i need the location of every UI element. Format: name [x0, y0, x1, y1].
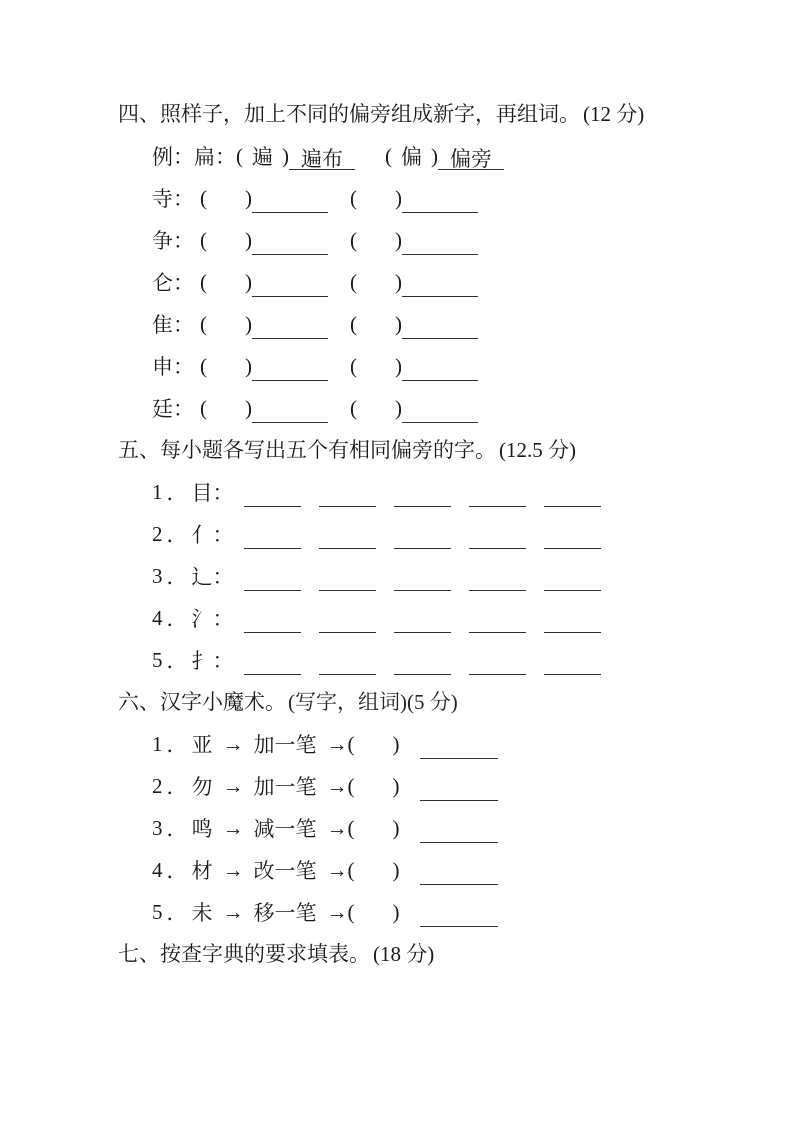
- base-char: 争: [152, 229, 173, 253]
- section-title-text: 四、照样子，加上不同的偏旁组成新字，再组词。: [118, 102, 580, 126]
- example-line: [152, 135, 763, 177]
- colon: ：: [173, 313, 194, 337]
- compose-row: [152, 303, 763, 345]
- source-char: 勿: [191, 775, 213, 799]
- example-given-char: 偏: [401, 145, 422, 169]
- row-number: 5: [152, 647, 163, 672]
- close-paren: ): [392, 773, 400, 798]
- arrow-icon: →: [222, 773, 244, 798]
- arrow-icon: →: [326, 815, 348, 840]
- base-char: 仑: [152, 271, 173, 295]
- section-six-rows: [118, 723, 763, 933]
- open-paren: (: [200, 269, 207, 294]
- word-blank: [420, 813, 498, 843]
- close-paren: ): [395, 227, 402, 252]
- dot-separator: ．: [166, 817, 188, 841]
- close-paren: ): [431, 143, 438, 168]
- arrow-icon: →: [326, 773, 348, 798]
- char-blank: [394, 561, 451, 591]
- dot-separator: ．: [166, 523, 188, 547]
- open-paren: (: [347, 815, 355, 840]
- word-blank: [252, 309, 328, 339]
- arrow-icon: →: [222, 899, 244, 924]
- magic-row: [152, 849, 763, 891]
- row-number: 4: [152, 857, 163, 882]
- char-blank: [244, 477, 301, 507]
- colon: ：: [212, 649, 234, 673]
- operation-label: 改一笔: [253, 859, 317, 883]
- section-four-title: [118, 101, 763, 127]
- new-char-blank: [350, 270, 402, 295]
- word-blank: [402, 309, 478, 339]
- section-seven-title: [118, 941, 763, 967]
- section-title-text: 六、汉字小魔术。: [118, 690, 286, 714]
- section-six: [118, 689, 763, 933]
- word-blank: [402, 225, 478, 255]
- magic-row: [152, 807, 763, 849]
- open-paren: (: [350, 185, 357, 210]
- open-paren: (: [347, 773, 355, 798]
- colon: ：: [173, 397, 194, 421]
- char-blank: [244, 519, 301, 549]
- word-blank: [402, 267, 478, 297]
- dot-separator: ．: [166, 649, 188, 673]
- open-paren: (: [347, 899, 355, 924]
- open-paren: (: [347, 731, 355, 756]
- char-blank: [544, 603, 601, 633]
- word-blank: [420, 855, 498, 885]
- colon: ：: [173, 355, 194, 379]
- radical-char: 扌: [191, 649, 213, 673]
- colon: ：: [212, 607, 234, 631]
- close-paren: ): [395, 395, 402, 420]
- section-five: [118, 437, 763, 681]
- dot-separator: ．: [166, 565, 188, 589]
- radical-char: 氵: [191, 607, 213, 631]
- new-char-blank: [200, 396, 252, 421]
- row-number: 5: [152, 899, 163, 924]
- dot-separator: ．: [166, 859, 188, 883]
- arrow-icon: →: [326, 899, 348, 924]
- operation-label: 减一笔: [253, 817, 317, 841]
- row-number: 1: [152, 731, 163, 756]
- close-paren: ): [245, 311, 252, 336]
- section-title-text: 五、每小题各写出五个有相同偏旁的字。: [118, 438, 496, 462]
- arrow-icon: →: [326, 857, 348, 882]
- source-char: 鸣: [191, 817, 213, 841]
- word-blank: [252, 393, 328, 423]
- compose-row: [152, 387, 763, 429]
- close-paren: ): [395, 311, 402, 336]
- char-blank: [469, 477, 526, 507]
- char-blank: [244, 561, 301, 591]
- char-blank: [244, 645, 301, 675]
- arrow-icon: →: [326, 731, 348, 756]
- new-char-blank: [350, 186, 402, 211]
- word-blank: [402, 183, 478, 213]
- magic-row: [152, 891, 763, 933]
- close-paren: ): [245, 269, 252, 294]
- new-char-blank: [348, 732, 400, 757]
- base-char: 廷: [152, 397, 173, 421]
- section-score: (12 分): [583, 102, 645, 126]
- example-given-char: 遍: [252, 145, 273, 169]
- char-blank: [394, 603, 451, 633]
- char-blank: [469, 603, 526, 633]
- operation-label: 加一笔: [253, 775, 317, 799]
- arrow-icon: →: [222, 815, 244, 840]
- operation-label: 加一笔: [253, 733, 317, 757]
- word-blank: [420, 771, 498, 801]
- base-char: 寺: [152, 187, 173, 211]
- open-paren: (: [200, 185, 207, 210]
- example-paren-group: [385, 141, 438, 171]
- base-char: 隹: [152, 313, 173, 337]
- row-number: 4: [152, 605, 163, 630]
- section-five-title: [118, 437, 763, 463]
- word-blank: [402, 393, 478, 423]
- magic-row: [152, 723, 763, 765]
- new-char-blank: [200, 186, 252, 211]
- section-four: [118, 101, 763, 429]
- close-paren: ): [392, 731, 400, 756]
- char-blank: [319, 603, 376, 633]
- compose-row: [152, 345, 763, 387]
- radical-row: [152, 639, 763, 681]
- open-paren: (: [236, 143, 243, 168]
- word-blank: [420, 897, 498, 927]
- section-subtitle: (写字，组词)(5 分): [288, 690, 458, 714]
- char-blank: [394, 477, 451, 507]
- colon: ：: [212, 565, 234, 589]
- radical-char: 亻: [191, 523, 213, 547]
- example-paren-group: [236, 141, 289, 171]
- char-blank: [319, 477, 376, 507]
- row-number: 1: [152, 479, 163, 504]
- close-paren: ): [245, 227, 252, 252]
- open-paren: (: [350, 353, 357, 378]
- word-blank: [252, 225, 328, 255]
- dot-separator: ．: [166, 775, 188, 799]
- colon: ：: [173, 271, 194, 295]
- char-blank: [394, 519, 451, 549]
- open-paren: (: [385, 143, 392, 168]
- close-paren: ): [395, 353, 402, 378]
- example-answer: 遍布: [289, 143, 355, 170]
- section-five-rows: [118, 471, 763, 681]
- open-paren: (: [200, 227, 207, 252]
- colon: ：: [212, 523, 234, 547]
- new-char-blank: [200, 354, 252, 379]
- char-blank: [544, 477, 601, 507]
- char-blank: [394, 645, 451, 675]
- dot-separator: ．: [166, 481, 188, 505]
- dot-separator: ．: [166, 607, 188, 631]
- char-blank: [319, 561, 376, 591]
- radical-row: [152, 471, 763, 513]
- colon: ：: [173, 187, 194, 211]
- source-char: 亚: [191, 733, 213, 757]
- char-blank: [469, 519, 526, 549]
- char-blank: [544, 561, 601, 591]
- close-paren: ): [395, 269, 402, 294]
- colon: ：: [173, 229, 194, 253]
- new-char-blank: [348, 816, 400, 841]
- example-answer: 偏旁: [438, 143, 504, 170]
- open-paren: (: [200, 311, 207, 336]
- close-paren: ): [245, 353, 252, 378]
- char-blank: [544, 519, 601, 549]
- new-char-blank: [200, 312, 252, 337]
- close-paren: ): [392, 857, 400, 882]
- dot-separator: ．: [166, 733, 188, 757]
- char-blank: [319, 519, 376, 549]
- new-char-blank: [348, 858, 400, 883]
- section-four-rows: [118, 135, 763, 429]
- open-paren: (: [200, 353, 207, 378]
- new-char-blank: [350, 354, 402, 379]
- char-blank: [319, 645, 376, 675]
- section-title-text: 七、按查字典的要求填表。: [118, 942, 370, 966]
- radical-row: [152, 555, 763, 597]
- arrow-icon: →: [222, 857, 244, 882]
- compose-row: [152, 261, 763, 303]
- word-blank: [420, 729, 498, 759]
- row-number: 2: [152, 521, 163, 546]
- open-paren: (: [347, 857, 355, 882]
- new-char-blank: [350, 228, 402, 253]
- row-number: 2: [152, 773, 163, 798]
- word-blank: [252, 183, 328, 213]
- close-paren: ): [392, 815, 400, 840]
- arrow-icon: →: [222, 731, 244, 756]
- close-paren: ): [245, 395, 252, 420]
- colon: ：: [212, 481, 234, 505]
- example-label: 例：扁：: [152, 145, 236, 169]
- open-paren: (: [350, 395, 357, 420]
- new-char-blank: [348, 774, 400, 799]
- close-paren: ): [395, 185, 402, 210]
- open-paren: (: [350, 311, 357, 336]
- open-paren: (: [350, 227, 357, 252]
- open-paren: (: [200, 395, 207, 420]
- new-char-blank: [350, 396, 402, 421]
- row-number: 3: [152, 815, 163, 840]
- radical-char: 辶: [191, 565, 213, 589]
- new-char-blank: [350, 312, 402, 337]
- char-blank: [244, 603, 301, 633]
- char-blank: [469, 645, 526, 675]
- new-char-blank: [200, 228, 252, 253]
- source-char: 未: [191, 901, 213, 925]
- close-paren: ): [392, 899, 400, 924]
- new-char-blank: [200, 270, 252, 295]
- row-number: 3: [152, 563, 163, 588]
- new-char-blank: [348, 900, 400, 925]
- section-score: (18 分): [373, 942, 435, 966]
- base-char: 申: [152, 355, 173, 379]
- source-char: 材: [191, 859, 213, 883]
- section-score: (12.5 分): [499, 438, 576, 462]
- word-blank: [402, 351, 478, 381]
- radical-row: [152, 513, 763, 555]
- word-blank: [252, 351, 328, 381]
- operation-label: 移一笔: [253, 901, 317, 925]
- magic-row: [152, 765, 763, 807]
- char-blank: [469, 561, 526, 591]
- close-paren: ): [245, 185, 252, 210]
- compose-row: [152, 219, 763, 261]
- close-paren: ): [282, 143, 289, 168]
- word-blank: [252, 267, 328, 297]
- section-seven: [118, 941, 763, 967]
- open-paren: (: [350, 269, 357, 294]
- section-six-title: [118, 689, 763, 715]
- radical-row: [152, 597, 763, 639]
- radical-char: 目: [191, 481, 213, 505]
- compose-row: [152, 177, 763, 219]
- dot-separator: ．: [166, 901, 188, 925]
- char-blank: [544, 645, 601, 675]
